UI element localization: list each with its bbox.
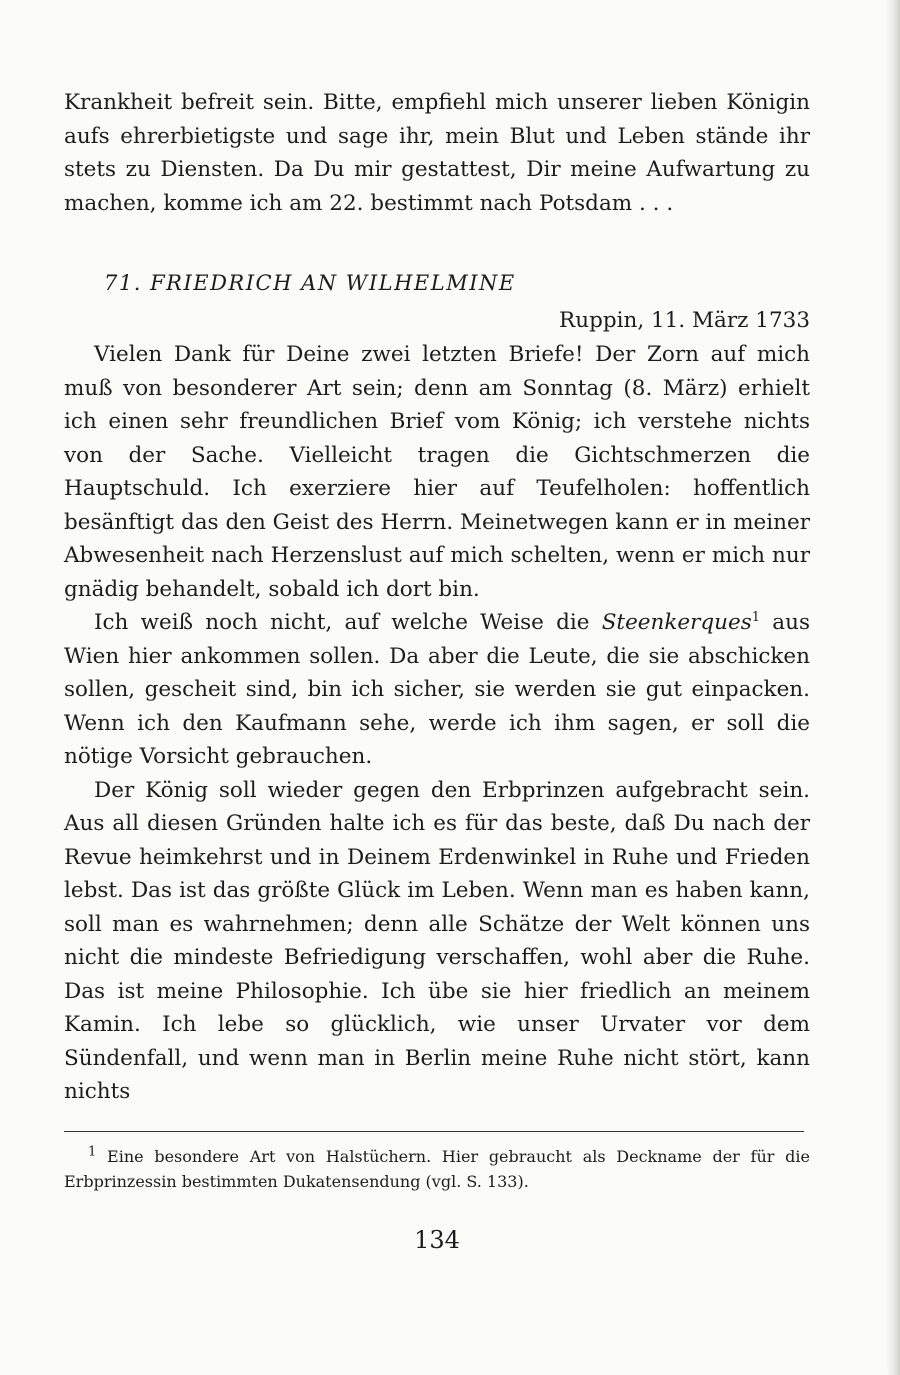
footnote (64, 1144, 810, 1194)
steenkerques-term: Steenkerques (601, 610, 752, 635)
page-number: 134 (414, 1225, 460, 1254)
paragraph-2-end: aus Wien hier ankommen sollen. Da aber die Leute, die sie abschicken sollen, gescheit sind, bin ich sicher, sie werden sie gut einpacken. Wenn ich den Kaufmann sehe, werde ich ihm sagen, er soll die nötige Vorsicht gebrauchen. (64, 610, 810, 769)
continuation-paragraph: Krankheit befreit sein. Bitte, empfiehl mich unserer lieben Königin aufs ehrerbietigste und sage ihr, mein Blut und Leben stände ihr stets zu Diensten. Da Du mir gestattest, Dir meine Aufwartung zu machen, komme ich am 22. bestimmt nach Potsdam . . . (64, 90, 810, 216)
footnote-rule (64, 1131, 804, 1132)
page-edge-shadow (886, 0, 900, 1375)
book-page (64, 86, 810, 1254)
footnote-number: 1 (88, 1144, 97, 1160)
letter-heading: 71. FRIEDRICH AN WILHELMINE (104, 271, 516, 295)
footnote-marker: 1 (751, 609, 761, 625)
footnote-text: Eine besondere Art von Halstüchern. Hier gebraucht als Deckname der für die Erbprinzessin bestimmten Dukatensendung (vgl. S. 133). (64, 1146, 810, 1191)
letter-paragraph-3: Der König soll wieder gegen den Erbprinzen aufgebracht sein. Aus all diesen Gründen halte ich es für das beste, daß Du nach der Revue heimkehrst und in Deinem Erdenwinkel in Ruhe und Frieden lebst. Das ist das größte Glück im Leben. Wenn man es haben kann, soll man es wahrnehmen; denn alle Schätze der Welt können uns nicht die mindeste Befriedigung verschaffen, wohl aber die Ruhe. Das ist meine Philosophie. Ich übe sie hier friedlich an meinem Kamin. Ich lebe so glücklich, wie unser Urvater vor dem Sündenfall, und wenn man in Berlin meine Ruhe nicht stört, kann nichts (64, 777, 810, 1104)
paragraph-2-start: Ich weiß noch nicht, auf welche Weise die (94, 610, 602, 635)
letter-paragraph-2 (64, 606, 810, 774)
letter-paragraph-1: Vielen Dank für Deine zwei letzten Briefe! Der Zorn auf mich muß von besonderer Art sein; denn am Sonntag (8. März) erhielt ich einen sehr freundlichen Brief vom König; ich verstehe nichts von der Sache. Vielleicht tragen die Gichtschmerzen die Hauptschuld. Ich exerziere hier auf Teufelholen: hoffentlich besänftigt das den Geist des Herrn. Meinetwegen kann er in meiner Abwesenheit nach Herzenslust auf mich schelten, wenn er mich nur gnädig behandelt, sobald ich dort bin. (64, 342, 810, 602)
letter-dateline: Ruppin, 11. März 1733 (559, 308, 810, 333)
